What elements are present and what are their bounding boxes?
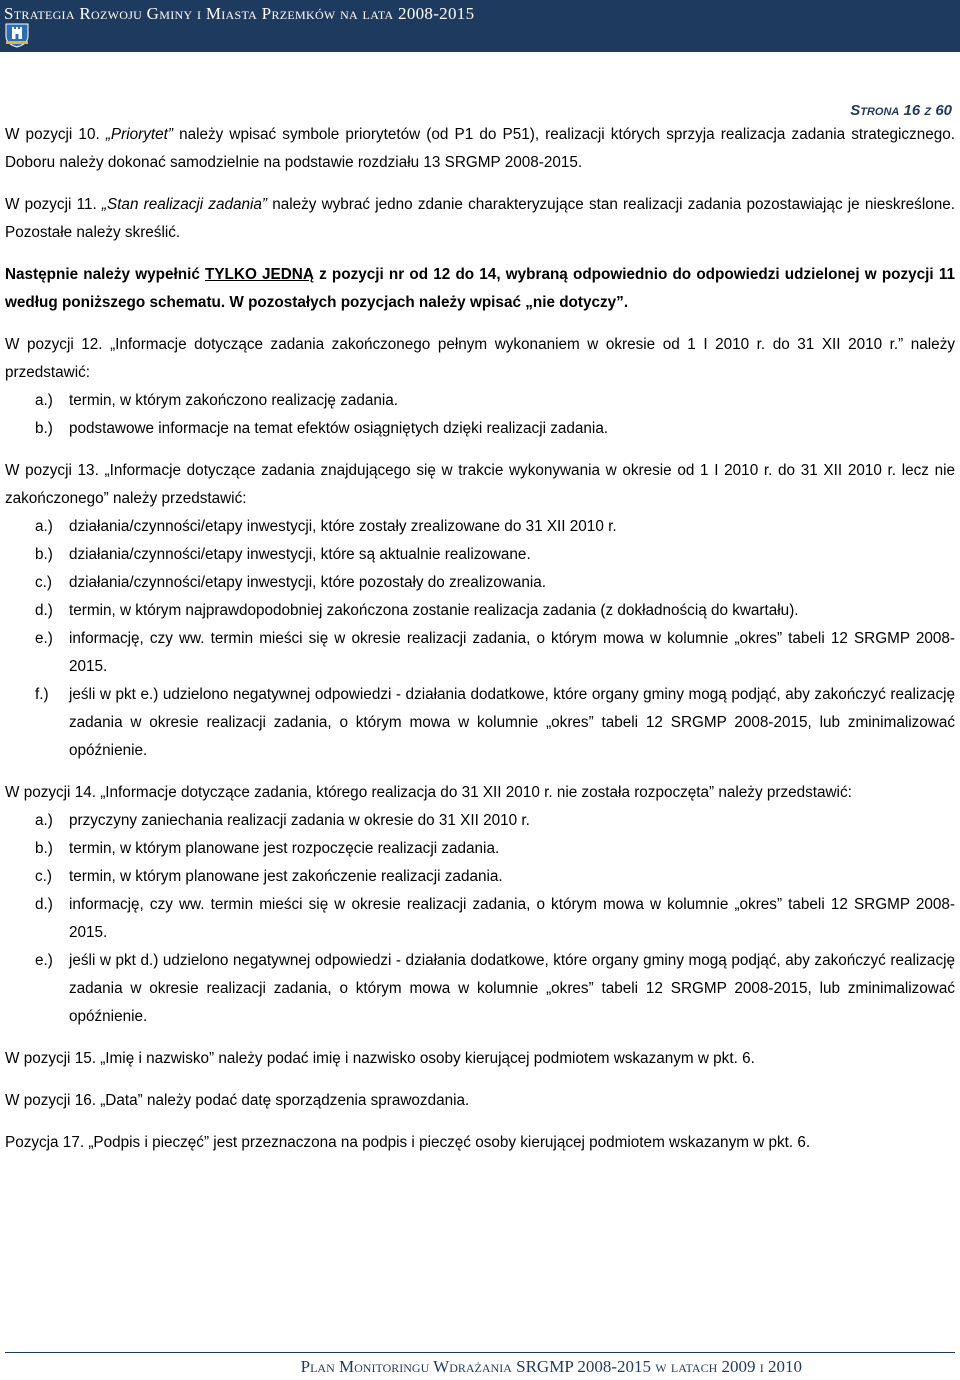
document-body xyxy=(5,121,955,1157)
list-item: e.) jeśli w pkt d.) udzielono negatywnej odpowiedzi - działania dodatkowe, które organy gminy mogą podjąć, aby zakończyć realizację zadania w okresie realizacji zadania, o którym mowa w kolumnie „okres” tabeli 12 SRGMP 2008-2015, lub zminimalizować opóźnienie. xyxy=(35,952,955,1025)
list-item: d.) termin, w którym najprawdopodobniej zakończona zostanie realizacja zadania (z dokładnością do kwartału). xyxy=(35,602,799,619)
page-label: Strona xyxy=(850,102,900,119)
page-current: 16 xyxy=(903,102,921,119)
list-item: e.) informację, czy ww. termin mieści się w okresie realizacji zadania, o którym mowa w kolumnie „okres” tabeli 12 SRGMP 2008-2015. xyxy=(35,630,955,675)
paragraph-pos-15: W pozycji 15. „Imię i nazwisko” należy podać imię i nazwisko osoby kierującej podmiotem wskazanym w pkt. 6. xyxy=(5,1050,755,1067)
list-item: c.) termin, w którym planowane jest zakończenie realizacji zadania. xyxy=(35,868,503,885)
list-item: c.) działania/czynności/etapy inwestycji, które pozostały do zrealizowania. xyxy=(35,574,546,591)
town-crest-icon xyxy=(4,22,30,48)
paragraph-pos-16: W pozycji 16. „Data” należy podać datę sporządzenia sprawozdania. xyxy=(5,1092,470,1109)
instruction-paragraph: Następnie należy wypełnić TYLKO JEDNĄ z pozycji nr od 12 do 14, wybraną odpowiednio do odpowiedzi udzielonej w pozycji 11 według poniższego schematu. W pozostałych pozycjach należy wpisać „nie dotyczy”. xyxy=(5,266,956,311)
list-item: a.) działania/czynności/etapy inwestycji, które zostały zrealizowane do 31 XII 2010 r. xyxy=(35,518,617,535)
page-total: 60 xyxy=(935,102,952,119)
list-item: b.) podstawowe informacje na temat efektów osiągniętych dzięki realizacji zadania. xyxy=(35,420,609,437)
page-footer: Plan Monitorin​gu Wdrażania SRGMP 2008-2015 w latach 2009 i 2010 xyxy=(300,1357,802,1376)
paragraph-pos-11: W pozycji 11. „Stan realizacji zadania” należy wybrać jedno zdanie charakteryzujące stan realizacji zadania pozostawiając je nieskreślone. Pozostałe należy skreślić. xyxy=(5,196,955,241)
paragraph-pos-10: W pozycji 10. „Priorytet” należy wpisać symbole priorytetów (od P1 do P51), realizacji których sprzyja realizacja zadania strategicznego. Doboru należy dokonać samodzielnie na podstawie rozdziału 13 SRGMP 2008-2015. xyxy=(5,126,955,171)
page-header xyxy=(0,0,960,52)
list-item: f.) jeśli w pkt e.) udzielono negatywnej odpowiedzi - działania dodatkowe, które organy gminy mogą podjąć, aby zakończyć realizację zadania w okresie realizacji zadania, o którym mowa w kolumnie „okres” tabeli 12 SRGMP 2008-2015, lub zminimalizować opóźnienie. xyxy=(35,686,955,759)
paragraph-pos-17: Pozycja 17. „Podpis i pieczęć” jest przeznaczona na podpis i pieczęć osoby kierującej podmiotem wskazanym w pkt. 6. xyxy=(5,1134,811,1151)
term-stan-realizacji: „Stan realizacji zadania” xyxy=(101,196,268,213)
paragraph-pos-13: W pozycji 13. „Informacje dotyczące zadania znajdującego się w trakcie wykonywania w okresie od 1 I 2010 r. do 31 XII 2010 r. lecz nie zakończonego” należy przedstawić: xyxy=(5,462,955,507)
paragraph-pos-12: W pozycji 12. „Informacje dotyczące zadania zakończonego pełnym wykonaniem w okresie od 1 I 2010 r. do 31 XII 2010 r.” należy przedstawić: xyxy=(5,336,955,381)
instruction-emphasis: TYLKO JEDNĄ xyxy=(205,266,314,283)
list-item: b.) termin, w którym planowane jest rozpoczęcie realizacji zadania. xyxy=(35,840,500,857)
page-number xyxy=(850,102,952,119)
list-item: b.) działania/czynności/etapy inwestycji, które są aktualnie realizowane. xyxy=(35,546,531,563)
paragraph-pos-14: W pozycji 14. „Informacje dotyczące zadania, którego realizacja do 31 XII 2010 r. nie została rozpoczęta” należy przedstawić: xyxy=(5,784,852,801)
term-priorytet: „Priorytet” xyxy=(105,126,173,143)
list-item: a.) przyczyny zaniechania realizacji zadania w okresie do 31 XII 2010 r. xyxy=(35,812,530,829)
list-item: d.) informację, czy ww. termin mieści się w okresie realizacji zadania, o którym mowa w kolumnie „okres” tabeli 12 SRGMP 2008-2015. xyxy=(35,896,955,941)
footer-divider xyxy=(5,1352,955,1353)
header-title: Strategia Rozwoju Gminy i Miasta Przemków na lata 2008-2015 xyxy=(4,4,475,23)
list-item: a.) termin, w którym zakończono realizację zadania. xyxy=(35,392,399,409)
page-of: z xyxy=(924,102,932,119)
